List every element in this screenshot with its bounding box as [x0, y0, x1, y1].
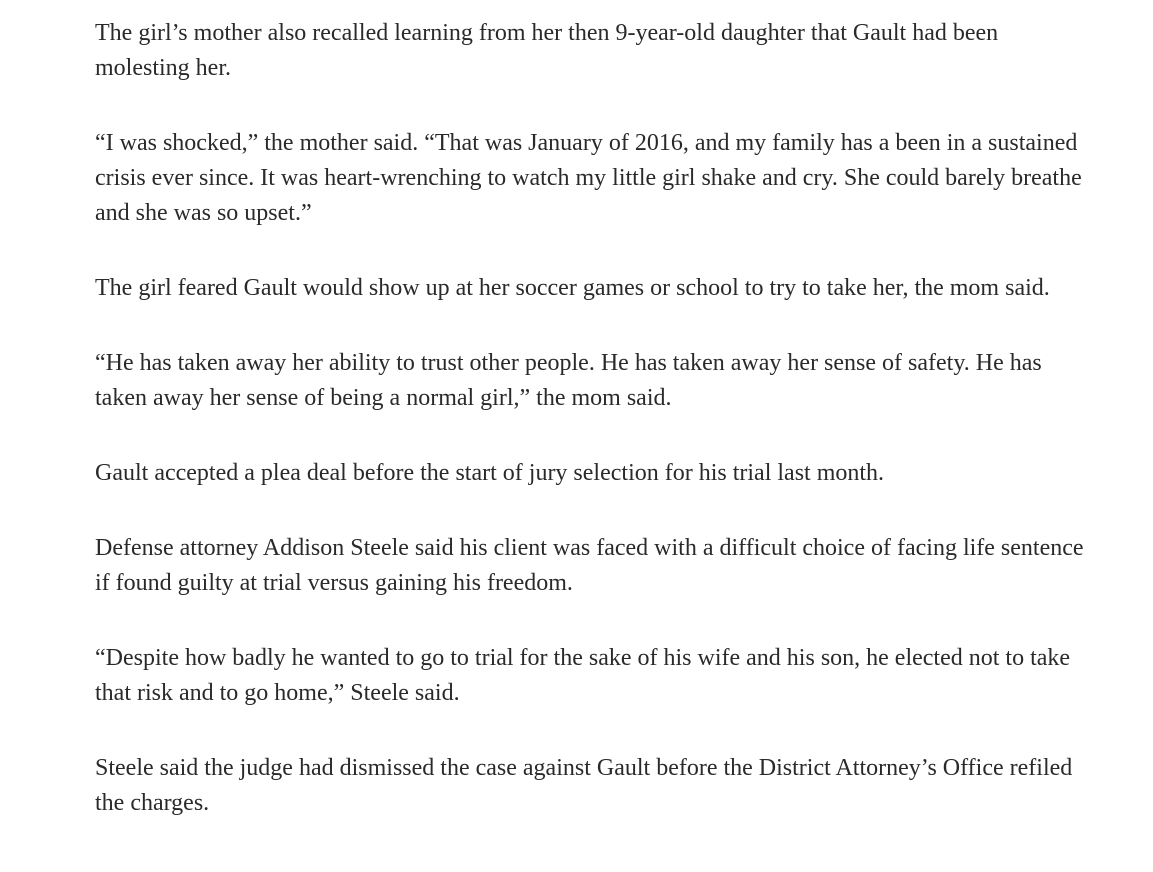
article-paragraph: The girl feared Gault would show up at her soccer games or school to try to take her, the mom said.: [95, 275, 1050, 301]
article-paragraph: Defense attorney Addison Steele said his client was faced with a difficult choice of facing life sentence if found guilty at trial versus gaining his freedom.: [95, 535, 1084, 596]
article-paragraph: “I was shocked,” the mother said. “That was January of 2016, and my family has a been in a sustained crisis ever since. It was heart-wrenching to watch my little girl shake and cry. She could barely breathe and she was so upset.”: [95, 130, 1082, 226]
article-paragraph: Steele said the judge had dismissed the case against Gault before the District Attorney’s Office refiled the charges.: [95, 755, 1073, 816]
article-body: [95, 16, 1085, 821]
article-paragraph: “He has taken away her ability to trust other people. He has taken away her sense of safety. He has taken away her sense of being a normal girl,” the mom said.: [95, 350, 1042, 411]
article-paragraph: The girl’s mother also recalled learning from her then 9-year-old daughter that Gault had been molesting her.: [95, 20, 999, 81]
article-paragraph: Gault accepted a plea deal before the start of jury selection for his trial last month.: [95, 460, 885, 486]
article-paragraph: “Despite how badly he wanted to go to trial for the sake of his wife and his son, he elected not to take that risk and to go home,” Steele said.: [95, 645, 1071, 706]
